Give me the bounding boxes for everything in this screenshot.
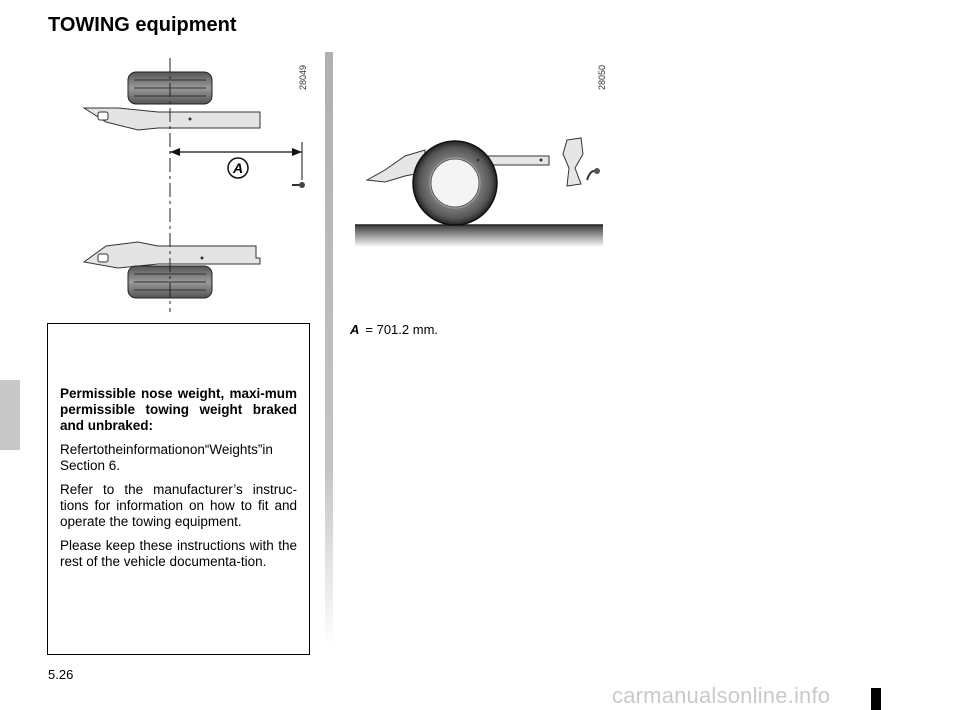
info-paragraph-weights: Refertotheinformationon“Weights”in Section 6.	[60, 442, 273, 473]
towbar-top-view-drawing	[48, 50, 318, 315]
info-heading: Permissible nose weight, maxi-mum permissible towing weight braked and unbraked:	[60, 386, 297, 433]
dimension-value	[350, 322, 438, 337]
info-paragraph-documentation: Please keep these instructions with the rest of the vehicle documenta-tion.	[60, 538, 297, 569]
corner-mark	[871, 688, 881, 710]
page-number: 5.26	[48, 667, 74, 682]
dimension-label: A	[232, 160, 244, 176]
column-divider	[325, 52, 333, 647]
dimension-value-text: = 701.2 mm.	[365, 322, 439, 337]
info-box	[47, 323, 310, 655]
watermark: carmanualsonline.info	[612, 683, 831, 708]
page-title: TOWING equipment	[48, 14, 237, 36]
towbar-side-view-figure	[345, 50, 620, 265]
info-paragraph-instructions: Refer to the manufacturer’s instruc-tions for information on how to fit and operate the towing equipment.	[60, 482, 297, 529]
towbar-side-view-drawing	[345, 50, 620, 265]
figure-code-right: 28050	[597, 64, 607, 90]
section-tab	[0, 380, 20, 450]
figure-code-left: 28049	[298, 64, 308, 90]
dimension-value-label: A	[350, 322, 360, 337]
towbar-top-view-figure	[48, 50, 318, 315]
